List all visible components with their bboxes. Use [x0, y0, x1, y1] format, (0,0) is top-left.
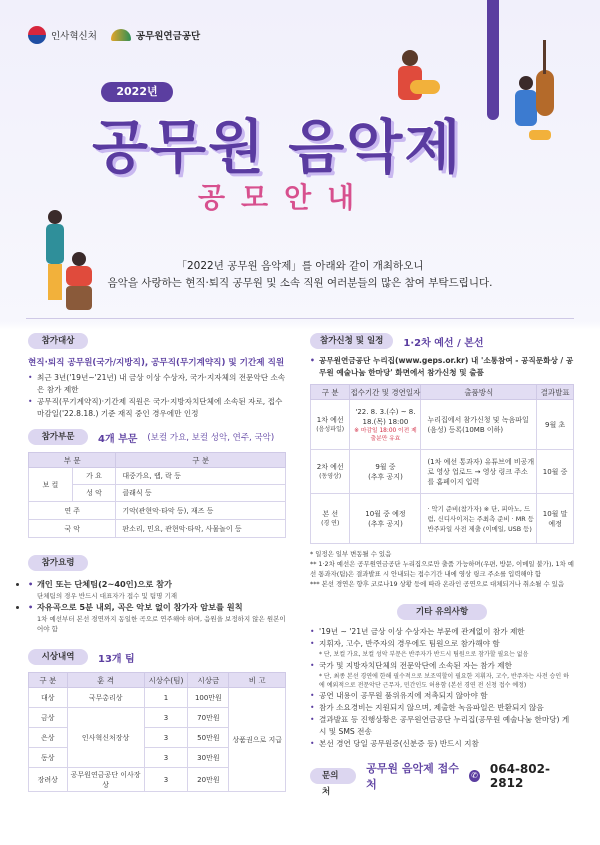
table-cell: 누리집에서 참가신청 및 녹음파일(음성) 등록(10MB 이하): [421, 400, 537, 450]
method-headline-1: • • 개인 또는 단체팀(2~40인)으로 참가: [28, 578, 286, 591]
apply-note: *** 본선 경연은 향후 코로나19 상황 등에 따라 온라인 공연으로 대체되거나 취소될 수 있음: [310, 580, 565, 588]
table-cell: · 악기 준비(참가자) ※ 단, 피아노, 드럼, 신디사이저는 주최측 준비 · MR 등 반주파일 사전 제출 (이메일, USB 등): [421, 494, 537, 544]
contact-label: 문의처: [310, 768, 356, 784]
table-cell: 상품권으로 지급: [229, 688, 286, 792]
caution-note: * 단, 보컬 가요, 보컬 성악 부문은 반주자가 반드시 팀원으로 참가할 필요는 없음: [319, 651, 529, 658]
table-cell: [350, 400, 421, 450]
method-note-1: 단체팀의 경우 반드시 대표자가 접수 및 팀명 기재: [37, 592, 178, 600]
caution-list: [310, 626, 574, 750]
caution-item: • 국가 및 지방자치단체의 전문악단에 소속된 자는 참가 제한: [310, 660, 574, 672]
table-cell: [311, 494, 350, 544]
table-row: [311, 450, 574, 494]
table-cell: 70만원: [188, 708, 229, 728]
apply-note: ** 1·2차 예선은 공무원연금공단 누리집으로만 출품 가능하며(우편, 방문, 이메일 불가), 1차 예선 통과자(팀)은 결과발표 시 안내되는 접수기간 내에 영상 링크 주소를 입력해야 함: [310, 560, 574, 578]
year-badge: 2022년: [101, 82, 173, 102]
stage-sub: (동영상): [319, 472, 342, 480]
table-cell: 1: [144, 688, 188, 708]
table-cell: 연 주: [29, 502, 116, 520]
stage-name: 2차 예선: [316, 462, 344, 471]
decor-bar: [487, 0, 499, 120]
table-cell: 클래식 등: [116, 485, 286, 502]
category-section: [28, 428, 286, 538]
table-row: [311, 400, 574, 450]
apply-section: [310, 332, 574, 589]
table-cell: 대상: [29, 688, 68, 708]
awards-headline: 13개 팀: [98, 653, 135, 665]
table-cell: 50만원: [188, 728, 229, 748]
table-cell: 동상: [29, 748, 68, 768]
stage-name: 본 선: [322, 509, 339, 518]
apply-label: 참가신청 및 일정: [310, 333, 393, 349]
table-cell: 기악(관현악·타악 등), 재즈 등: [116, 502, 286, 520]
caution-item: • 지휘자, 고수, 반주자의 경우에도 팀원으로 참가해야 함: [310, 638, 574, 650]
table-cell: 20만원: [188, 768, 229, 792]
caution-section: [310, 599, 574, 750]
category-table: [28, 452, 286, 538]
table-cell: 30만원: [188, 748, 229, 768]
intro-line1: 「2022년 공무원 음악제」를 아래와 같이 개최하오니: [176, 260, 424, 272]
target-list: [28, 372, 286, 420]
table-cell: 공무원연금공단 이사장상: [67, 768, 144, 792]
table-cell: 대중가요, 랩, 락 등: [116, 468, 286, 485]
awards-table: [28, 672, 286, 792]
contact-phone: 064-802-2812: [489, 762, 550, 790]
contact-title: 공무원 음악제 접수처: [366, 762, 459, 791]
apply-note: * 일정은 일부 변동될 수 있음: [310, 550, 392, 558]
cello-illustration: [530, 40, 556, 120]
divider: [26, 318, 574, 319]
table-cell: [350, 450, 421, 494]
target-item: • 최근 3년('19년~'21년) 내 금상 이상 수상자, 국가·지자체의 전문악단 소속은 참가 제한: [28, 372, 286, 396]
caution-item: • 공연 내용이 공무원 품위유지에 저촉되지 않아야 함: [310, 690, 574, 702]
table-cell: 9월 초: [537, 400, 574, 450]
table-cell: 가 요: [72, 468, 116, 485]
awards-label: 시상내역: [28, 649, 88, 665]
page-subtitle: 공모안내: [198, 181, 371, 214]
table-cell: 국 악: [29, 520, 116, 538]
caution-item: • 본선 경연 당일 공무원증(신분증 등) 반드시 지참: [310, 738, 574, 750]
table-cell: [350, 494, 421, 544]
intro-line2: 음악을 사랑하는 현직·퇴직 공무원 및 소속 직원 여러분들의 많은 참여 부탁드립니다.: [107, 277, 493, 289]
table-row: [29, 468, 286, 485]
contact-bar: [310, 760, 574, 797]
table-header: 구 분: [311, 385, 350, 400]
table-cell: 3: [144, 728, 188, 748]
caution-note: * 단, 최종 본선 경연에 한해 필수적으로 보조역할이 필요한 지휘자, 고수, 반주자는 사전 승인 하에 예외적으로 전문악단 근무자, 민간인도 허용함 (본선 경연 전 신청 접수 예정): [319, 673, 569, 689]
intro-text: [60, 258, 540, 292]
target-label: 참가대상: [28, 333, 88, 349]
method-section: [28, 554, 286, 634]
period: 9월 중: [375, 462, 396, 471]
table-cell: 인사혁신처장상: [67, 708, 144, 768]
caution-item: • '19년 ~ '21년 금상 이상 수상자는 부문에 관계없이 참가 제한: [310, 626, 574, 638]
header-logos: [28, 26, 200, 44]
target-section: [28, 332, 286, 420]
stage-sub: (경 연): [321, 519, 340, 527]
geps-logo: [111, 28, 200, 42]
table-cell: (1차 예선 통과자) 유튜브에 비공개로 영상 업로드 → 영상 링크 주소를 홈페이지 입력: [421, 450, 537, 494]
period-note: (추후 공지): [368, 519, 403, 528]
method-headline-2: • • 자유곡으로 5분 내외, 곡은 악보 없이 참가자 암보를 원칙: [28, 601, 286, 614]
table-cell: 100만원: [188, 688, 229, 708]
table-cell: 금상: [29, 708, 68, 728]
table-cell: 국무총리상: [67, 688, 144, 708]
apply-item: • 공무원연금공단 누리집(www.geps.or.kr) 내 '소통참여 - 공직문화상 / 공무원 예술나눔 한마당' 화면에서 참가신청 및 출품: [310, 355, 574, 379]
target-headline: 현직·퇴직 공무원(국가/지방직), 공무직(무기계약직) 및 기간제 직원: [28, 358, 285, 368]
apply-notes: [310, 549, 574, 589]
left-column: [28, 332, 286, 792]
caution-item: • 참가 소요경비는 지원되지 않으며, 제출한 녹음파일은 반환되지 않음: [310, 702, 574, 714]
period: 10월 중 예정: [365, 509, 406, 518]
org1-name: 인사혁신처: [51, 31, 97, 42]
period-note: (추후 공지): [368, 472, 403, 481]
table-cell: 3: [144, 748, 188, 768]
table-cell: 3: [144, 708, 188, 728]
table-header: 구 분: [29, 673, 68, 688]
table-header: 결과발표: [537, 385, 574, 400]
phone-icon: ✆: [469, 770, 480, 782]
category-headline: 4개 부문: [98, 433, 138, 445]
right-column: [310, 332, 574, 797]
table-header: 출품방식: [421, 385, 537, 400]
awards-section: [28, 648, 286, 792]
table-cell: 장려상: [29, 768, 68, 792]
table-cell: 판소리, 민요, 관현악·타악, 사물놀이 등: [116, 520, 286, 538]
table-header: 훈 격: [67, 673, 144, 688]
table-cell: [311, 400, 350, 450]
table-header: 시상수(팀): [144, 673, 188, 688]
page-title: 공무원 음악제: [92, 113, 463, 181]
mpm-logo: [28, 26, 97, 44]
table-header: 접수기간 및 경연일자: [350, 385, 421, 400]
apply-headline: 1·2차 예선 / 본선: [403, 337, 484, 349]
geps-logo-icon: [111, 29, 131, 41]
table-row: [29, 520, 286, 538]
table-row: [311, 494, 574, 544]
table-cell: 은상: [29, 728, 68, 748]
table-row: [29, 502, 286, 520]
period: '22. 8. 3.(수) ~ 8. 18.(목) 18:00: [355, 407, 416, 426]
table-row: [29, 688, 286, 708]
taegeuk-logo-icon: [28, 26, 46, 44]
table-cell: 10월 중: [537, 450, 574, 494]
category-headline-sub: (보컬 가요, 보컬 성악, 연주, 국악): [147, 433, 275, 443]
table-header: 시상금: [188, 673, 229, 688]
table-header: 부 문: [29, 453, 116, 468]
caution-label: 기타 유의사항: [397, 604, 487, 620]
apply-table: [310, 384, 574, 544]
target-item: • 공무직(무기계약직)·기간제 직원은 국가·지방자치단체에 소속된 자로, 접수마감일('22.8.18.) 기준 재직 중인 경우에만 인정: [28, 396, 286, 420]
category-label: 참가부문: [28, 429, 88, 445]
table-cell: 3: [144, 768, 188, 792]
org2-name: 공무원연금공단: [135, 31, 201, 42]
table-cell: 성 악: [72, 485, 116, 502]
method-label: 참가요령: [28, 555, 88, 571]
stage-name: 1차 예선: [316, 415, 344, 424]
period-note: ※ 마감일 18:00 이전 제출분만 유효: [354, 427, 417, 442]
method-note-2: 1차 예선부터 본선 경연까지 동일한 곡으로 연주해야 하며, 음원을 보정하지 않은 원본이어야 함: [37, 615, 286, 633]
stage-sub: (음성파일): [316, 425, 345, 433]
caution-item: • 결과발표 등 진행상황은 공무원연금공단 누리집(공무원 예술나눔 한마당) 게시 및 SMS 전송: [310, 714, 574, 738]
table-cell: 10월 말 예정: [537, 494, 574, 544]
table-cell: [311, 450, 350, 494]
table-header: 비 고: [229, 673, 286, 688]
table-header: 구 분: [116, 453, 286, 468]
table-cell: 보 컬: [29, 468, 73, 502]
